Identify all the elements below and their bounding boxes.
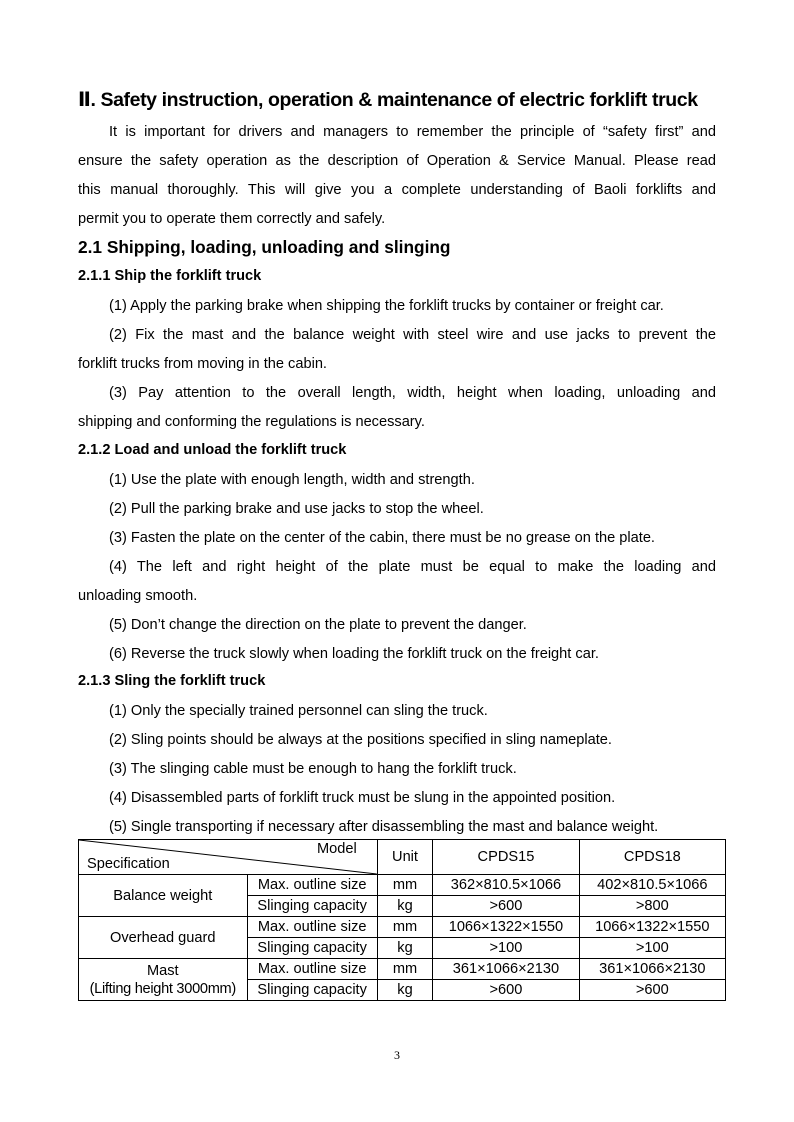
list-item: (1) Only the specially trained personnel can sling the truck. [109,703,488,719]
list-item: (2) Fix the mast and the balance weight with steel wire and use jacks to prevent the [109,327,716,343]
param-cell: Max. outline size [247,917,377,938]
value-cell: 362×810.5×1066 [433,875,579,896]
text-line: It is important for drivers and managers to remember the principle of “safety first” and [109,124,716,140]
header-specification-label: Specification [87,856,170,872]
header-unit: Unit [377,840,433,875]
table-row [79,959,726,980]
value-cell: >600 [579,980,725,1001]
table-row [79,875,726,896]
list-item: (6) Reverse the truck slowly when loading the forklift truck on the freight car. [109,646,599,662]
group-balance-weight: Balance weight [79,875,248,917]
unit-cell: kg [377,896,433,917]
list-item: (5) Don’t change the direction on the plate to prevent the danger. [109,617,527,633]
value-cell: >600 [433,896,579,917]
section-2-1-3-body [78,697,716,842]
section-2-1-2-body [78,466,716,669]
section-heading-2-1-2: 2.1.2 Load and unload the forklift truck [78,442,347,458]
value-cell: >100 [433,938,579,959]
group-mast-name: Mast [146,962,179,979]
group-overhead-guard: Overhead guard [79,917,248,959]
text-line: ensure the safety operation as the description of Operation & Service Manual. Please read [78,153,716,169]
list-item: (3) Pay attention to the overall length, width, height when loading, unloading and [109,385,716,401]
value-cell: 402×810.5×1066 [579,875,725,896]
unit-cell: mm [377,875,433,896]
header-cpds15: CPDS15 [433,840,579,875]
table-header-row [79,840,726,875]
value-cell: 1066×1322×1550 [433,917,579,938]
param-cell: Slinging capacity [247,980,377,1001]
list-item: (5) Single transporting if necessary after disassembling the mast and balance weight. [109,819,659,835]
list-item: (4) The left and right height of the plate must be equal to make the loading and [109,559,716,575]
param-cell: Slinging capacity [247,938,377,959]
table-row [79,917,726,938]
list-item-continuation: unloading smooth. [78,588,198,604]
text-line: this manual thoroughly. This will give you a complete understanding of Baoli forklifts and [78,182,716,198]
list-item: (1) Use the plate with enough length, width and strength. [109,472,475,488]
intro-paragraph [78,118,716,234]
param-cell: Slinging capacity [247,896,377,917]
section-2-1-1-body [78,292,716,437]
header-cpds18: CPDS18 [579,840,725,875]
group-mast-subname: (Lifting height 3000mm) [89,980,236,997]
list-item: (4) Disassembled parts of forklift truck must be slung in the appointed position. [109,790,616,806]
list-item: (2) Sling points should be always at the positions specified in sling nameplate. [109,732,612,748]
page-number: 3 [394,1048,400,1062]
list-item: (2) Pull the parking brake and use jacks to stop the wheel. [109,501,484,517]
value-cell: >600 [433,980,579,1001]
list-item: (3) Fasten the plate on the center of the cabin, there must be no grease on the plate. [109,530,655,546]
unit-cell: mm [377,959,433,980]
unit-cell: kg [377,980,433,1001]
unit-cell: kg [377,938,433,959]
slinging-spec-table [78,839,726,1001]
param-cell: Max. outline size [247,959,377,980]
group-mast [79,959,248,1001]
list-item-continuation: forklift trucks from moving in the cabin. [78,356,327,372]
list-item: (1) Apply the parking brake when shipping the forklift trucks by container or freight car. [109,298,664,314]
header-diagonal-cell [79,840,378,875]
page-title: Ⅱ. Safety instruction, operation & maintenance of electric forklift truck [78,89,698,111]
unit-cell: mm [377,917,433,938]
header-model-label: Model [317,841,357,857]
value-cell: >100 [579,938,725,959]
value-cell: 1066×1322×1550 [579,917,725,938]
value-cell: >800 [579,896,725,917]
text-line: permit you to operate them correctly and safely. [78,211,386,227]
param-cell: Max. outline size [247,875,377,896]
value-cell: 361×1066×2130 [433,959,579,980]
section-heading-2-1-3: 2.1.3 Sling the forklift truck [78,673,266,689]
list-item-continuation: shipping and conforming the regulations is necessary. [78,414,425,430]
section-heading-2-1: 2.1 Shipping, loading, unloading and slinging [78,237,451,257]
list-item: (3) The slinging cable must be enough to hang the forklift truck. [109,761,517,777]
value-cell: 361×1066×2130 [579,959,725,980]
section-heading-2-1-1: 2.1.1 Ship the forklift truck [78,268,262,284]
